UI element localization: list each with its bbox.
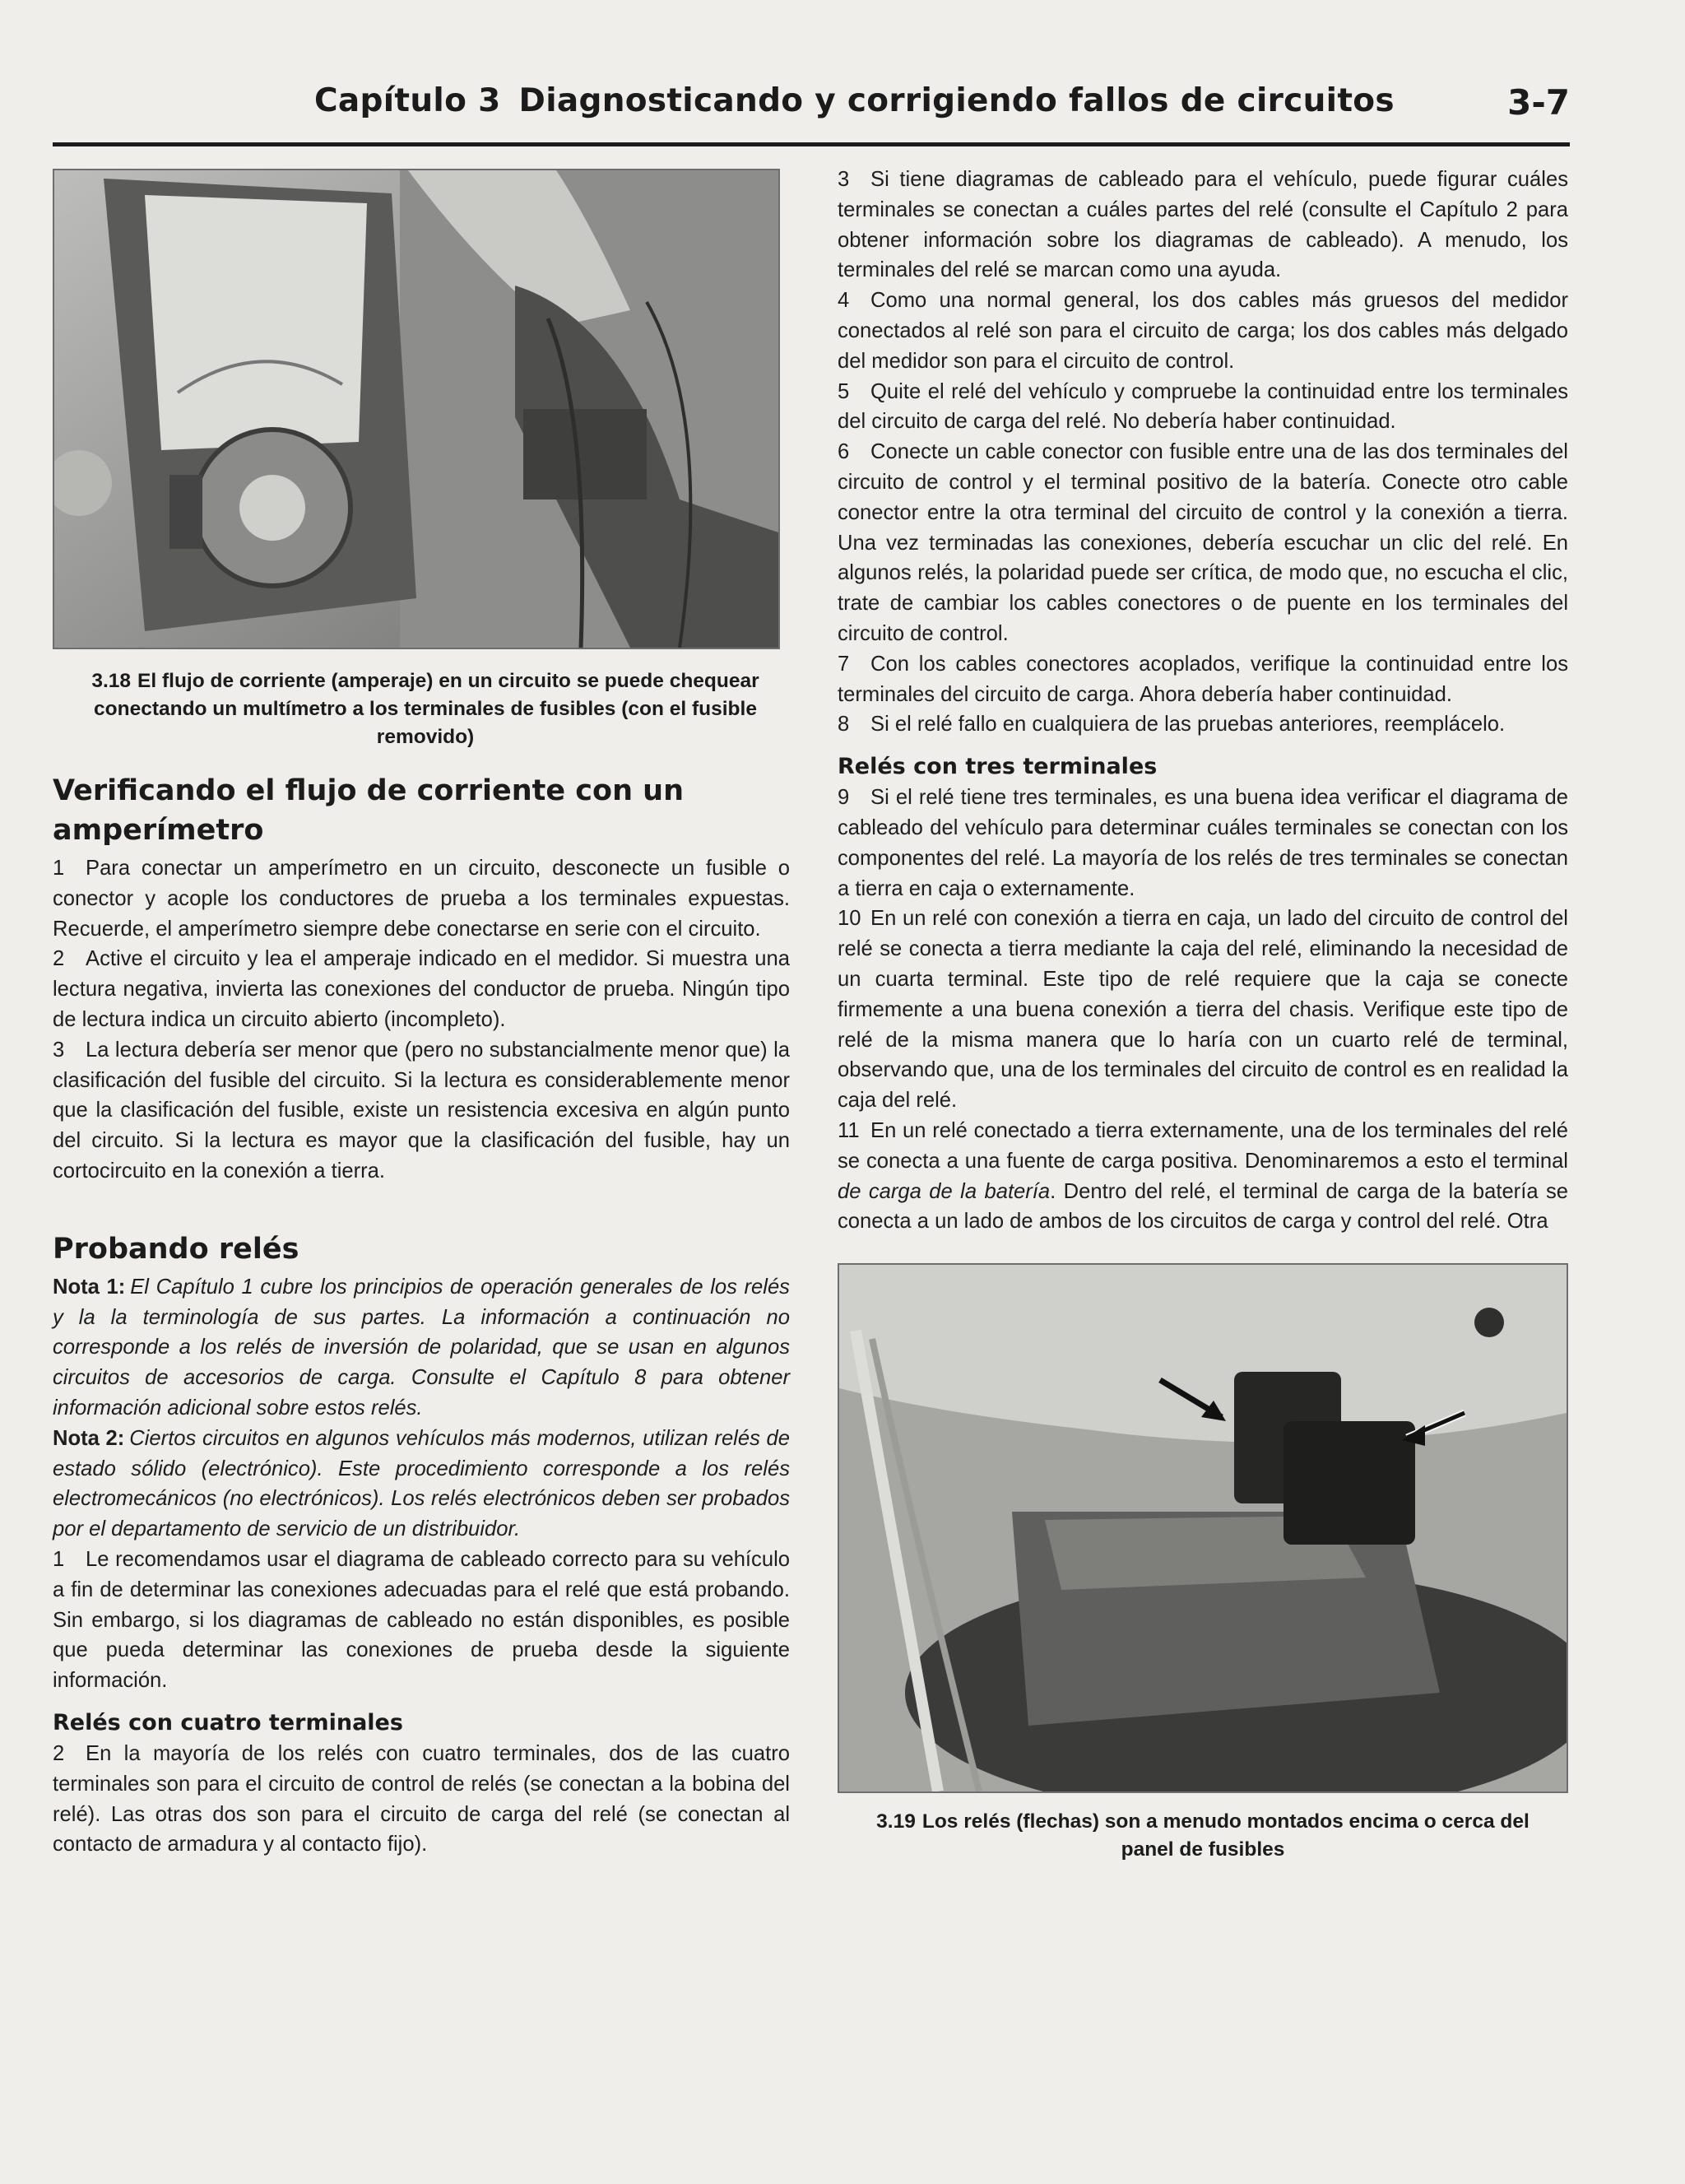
paragraph-number: 3: [53, 1038, 65, 1062]
paragraph-text: Con los cables conectores acoplados, verifique la continuidad entre los terminales del circuito de carga. Ahora debería haber continuidad.: [838, 652, 1568, 706]
section-title-reles: Probando relés: [53, 1232, 299, 1266]
paragraph-text: . Dentro del relé, el terminal de carga de la batería se conecta a un lado de ambos de los circuitos de carga y control del relé. Otra: [838, 1179, 1568, 1234]
paragraph-text: La lectura debería ser menor que (pero no substancialmente menor que) la clasificación del fusible del circuito. Si la lectura es considerablemente menor que la clasificación del fusible, existe un resistencia excesiva en algún punto del circuito. Si la lectura es mayor que la clasificación del fusible, hay un cortocircuito en la conexión a tierra.: [53, 1038, 790, 1183]
paragraph-number: 1: [53, 1547, 65, 1571]
paragraph-number: 5: [838, 379, 850, 403]
paragraph-number: 6: [838, 440, 850, 464]
paragraph-6-right: [838, 437, 1568, 649]
paragraph-number: 8: [838, 713, 850, 737]
paragraph-10-right: [838, 904, 1568, 1116]
note-1: [53, 1272, 790, 1424]
paragraph-text: En un relé con conexión a tierra en caja, un lado del circuito de control del relé se conecta a tierra mediante la caja del relé, eliminando la necesidad de un cuarta terminal. Este tipo de relé requiere que la caja se conecte firmemente a una buena conexión a tierra del chasis. Verifique este tipo de relé de la misma manera que lo haría con un cuarto relé de terminal, observando que, una de los terminales del circuito de control es en realidad la caja del relé.: [838, 907, 1568, 1113]
right-column: [838, 165, 1568, 1864]
note-1-text: El Capítulo 1 cubre los principios de operación generales de los relés y la la terminología de sus partes. La información a continuación no corresponde a los relés de inversión de polaridad, que se usan en algunos circuitos de accesorios de carga. Consulte el Capítulo 8 para obtener información adicional sobre estos relés.: [53, 1275, 790, 1420]
figure-3-18-text: El flujo de corriente (amperaje) en un circuito se puede chequear conectando un multímetro a los terminales de fusibles (con el fusible removido): [94, 670, 759, 748]
paragraph-number: 7: [838, 652, 850, 676]
figure-3-19-photo: [838, 1263, 1568, 1793]
paragraph-text: Le recomendamos usar el diagrama de cableado correcto para su vehículo a fin de determinar las conexiones adecuadas para el relé que está probando. Sin embargo, si los diagramas de cableado no están disponibles, es posible que pueda determinar las conexiones de prueba desde la siguiente información.: [53, 1547, 790, 1693]
paragraph-1-reles: [53, 1545, 790, 1696]
paragraph-text: Como una normal general, los dos cables más gruesos del medidor conectados al relé son para el circuito de carga; los dos cables más delgado del medidor son para el circuito de control.: [838, 289, 1568, 373]
paragraph-4-right: [838, 286, 1568, 376]
note-2: [53, 1424, 790, 1545]
note-1-label: Nota 1:: [53, 1275, 126, 1299]
paragraph-number: 2: [53, 1741, 65, 1765]
section-title-amperimetro: Verificando el flujo de corriente con un amperímetro: [53, 774, 685, 847]
header-divider: [53, 142, 1570, 146]
paragraph-number: 3: [838, 168, 850, 191]
header-title: [314, 82, 1395, 119]
paragraph-number: 2: [53, 947, 65, 971]
paragraph-number: 4: [838, 289, 850, 313]
note-2-text: Ciertos circuitos en algunos vehículos más modernos, utilizan relés de estado sólido (electrónico). Este procedimiento corresponde a los relés electromecánicos (no electrónicos). Los relés electrónicos deben ser probados por el departamento de servicio de un distribuidor.: [53, 1426, 790, 1541]
page-header: [53, 82, 1570, 140]
paragraph-11-right: [838, 1116, 1568, 1237]
figure-3-18-photo: [53, 169, 780, 649]
paragraph-text: En la mayoría de los relés con cuatro terminales, dos de las cuatro terminales son para el circuito de control de relés (se conectan a la bobina del relé). Las otras dos son para el circuito de carga del relé (se conectan al contacto de armadura y al contacto fijo).: [53, 1741, 790, 1856]
paragraph-text: Si el relé fallo en cualquiera de las pruebas anteriores, reemplácelo.: [870, 713, 1506, 737]
paragraph-3-right: [838, 165, 1568, 286]
figure-3-19-text: Los relés (flechas) son a menudo montados encima o cerca del panel de fusibles: [921, 1810, 1529, 1861]
paragraph-text: Para conectar un amperímetro en un circuito, desconecte un fusible o conector y acople los conductores de prueba a los terminales expuestas. Recuerde, el amperímetro siempre debe conectarse en serie con el circuito.: [53, 857, 790, 941]
paragraph-5-right: [838, 377, 1568, 438]
paragraph-text: Quite el relé del vehículo y compruebe la continuidad entre los terminales del circuito de carga del relé. No debería haber continuidad.: [838, 379, 1568, 434]
figure-3-18-caption: [53, 667, 790, 751]
paragraph-number: 10: [838, 907, 861, 931]
paragraph-7-right: [838, 649, 1568, 710]
paragraph-text: Si el relé tiene tres terminales, es una buena idea verificar el diagrama de cableado del vehículo para determinar cuáles terminales se conectan con los componentes del relé. La mayoría de los relés de tres terminales se conectan a tierra en caja o externamente.: [838, 786, 1568, 900]
paragraph-text: En un relé conectado a tierra externamente, una de los terminales del relé se conecta a una fuente de carga positiva. Denominaremos a esto el terminal: [838, 1118, 1568, 1173]
figure-3-19-number: 3.19: [876, 1810, 916, 1833]
paragraph-number: 11: [838, 1118, 860, 1142]
paragraph-1-amperimetro: [53, 853, 790, 944]
chapter-title: Diagnosticando y corrigiendo fallos de circuitos: [518, 82, 1395, 119]
left-column: [53, 169, 790, 1860]
paragraph-9-right: [838, 783, 1568, 904]
subheading-cuatro-terminales: Relés con cuatro terminales: [53, 1709, 403, 1736]
note-2-label: Nota 2:: [53, 1426, 125, 1450]
paragraph-text: Conecte un cable conector con fusible entre una de las dos terminales del circuito de control y el terminal positivo de la batería. Conecte otro cable conector entre la otra terminal del circuito de control y la conexión a tierra. Una vez terminadas las conexiones, debería escuchar un clic del relé. En algunos relés, la polaridad puede ser crítica, de modo que, no escucha el clic, trate de cambiar los cables conectores o de puente en los terminales del circuito de control.: [838, 440, 1568, 645]
paragraph-text: Active el circuito y lea el amperaje indicado en el medidor. Si muestra una lectura negativa, invierta las conexiones del conductor de prueba. Ningún tipo de lectura indica un circuito abierto (incompleto).: [53, 947, 790, 1031]
paragraph-number: 9: [838, 786, 850, 810]
paragraph-3-amperimetro: [53, 1035, 790, 1187]
paragraph-number: 1: [53, 857, 65, 880]
chapter-label: Capítulo 3: [314, 82, 501, 119]
paragraph-2-reles: [53, 1739, 790, 1860]
subheading-tres-terminales: Relés con tres terminales: [838, 754, 1158, 780]
paragraph-text: Si tiene diagramas de cableado para el vehículo, puede figurar cuáles terminales se conectan a cuáles partes del relé (consulte el Capítulo 2 para obtener información sobre los diagramas de cableado). A menudo, los terminales del relé se marcan como una ayuda.: [838, 168, 1568, 282]
page-number: 3-7: [1507, 82, 1570, 123]
paragraph-emphasis: de carga de la batería: [838, 1179, 1051, 1203]
paragraph-8-right: [838, 709, 1568, 740]
paragraph-2-amperimetro: [53, 944, 790, 1034]
figure-3-19-caption: [838, 1808, 1568, 1864]
figure-3-18-number: 3.18: [91, 670, 132, 692]
